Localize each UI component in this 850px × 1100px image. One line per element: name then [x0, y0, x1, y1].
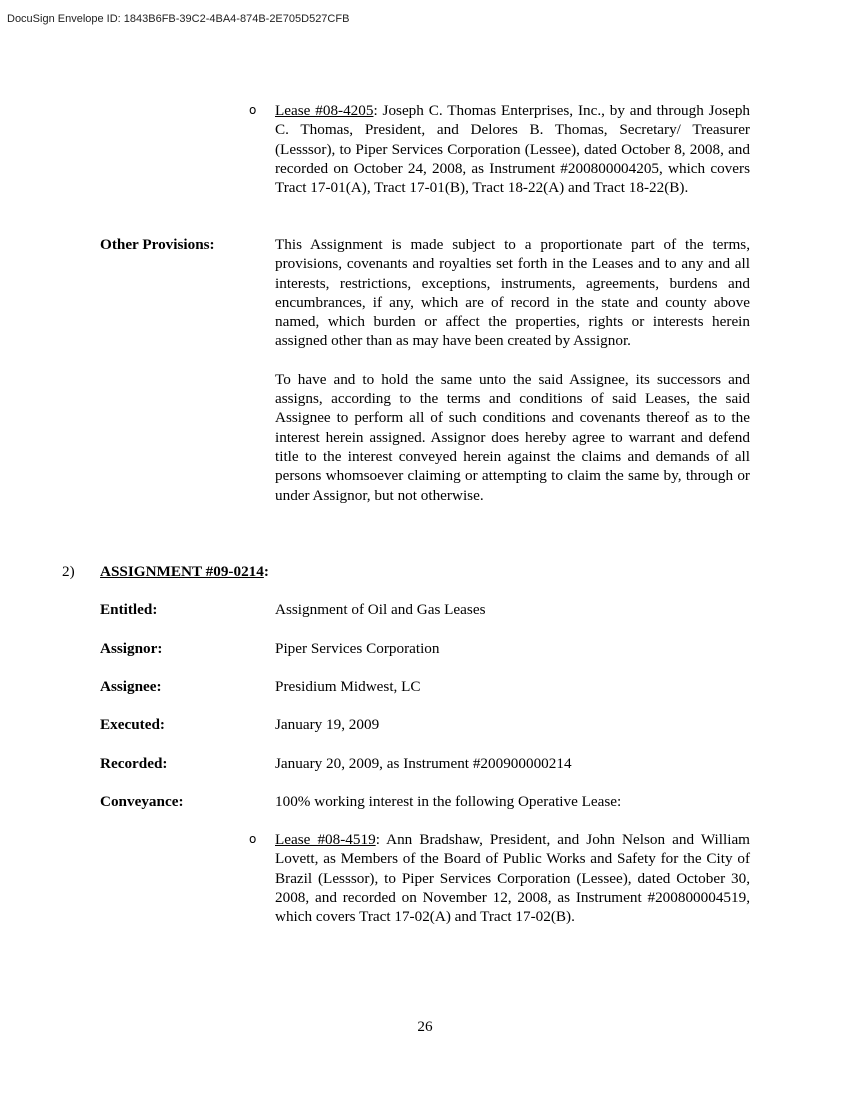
assignee-label: Assignee: — [100, 678, 162, 695]
other-provisions-label: Other Provisions: — [100, 236, 215, 253]
section-title — [100, 562, 269, 581]
bullet-icon: o — [249, 832, 257, 846]
lease-08-4519-item — [249, 830, 750, 926]
envelope-id: DocuSign Envelope ID: 1843B6FB-39C2-4BA4-874B-2E705D527CFB — [7, 13, 350, 25]
other-provisions-paragraph-1: This Assignment is made subject to a proportionate part of the terms, provisions, covenants and royalties set forth in the Leases and to any and all interests, restrictions, exceptions, instruments, agreements, burdens and encumbrances, if any, which are of record in the state and county above named, which burden or affect the properties, rights or interests herein assigned other than as may have been created by Assignor. — [275, 236, 750, 350]
other-provisions-paragraph-2: To have and to hold the same unto the said Assignee, its successors and assigns, according to the terms and conditions of said Leases, the said Assignee to perform all of such conditions and covenants thereof as to the interest herein assigned. Assignor does hereby agree to warrant and defend title to the interest conveyed herein against the claims and demands of all persons whomsoever claiming or attempting to claim the same by, through or under Assignor, but not otherwise. — [275, 370, 750, 504]
assignor-label: Assignor: — [100, 640, 163, 657]
other-provisions-content — [275, 235, 750, 505]
lease-08-4519-body: : Ann Bradshaw, President, and John Nelson and William Lovett, as Members of the Board of Public Works and Safety for the City of Brazil (Lesssor), to Piper Services Corporation (Lessee), dated October 30, 2008, and recorded on November 12, 2008, as Instrument #200800004519, which covers Tract 17-02(A) and Tract 17-02(B). — [275, 831, 750, 926]
recorded-value: January 20, 2009, as Instrument #200900000214 — [275, 755, 572, 772]
lease-08-4205-title: Lease #08-4205 — [275, 102, 374, 119]
entitled-value: Assignment of Oil and Gas Leases — [275, 601, 486, 618]
conveyance-value: 100% working interest in the following Operative Lease: — [275, 793, 622, 810]
executed-label: Executed: — [100, 716, 165, 733]
section-title-suffix: : — [263, 563, 269, 580]
section-number: 2) — [62, 563, 75, 580]
lease-08-4205-body: : Joseph C. Thomas Enterprises, Inc., by and through Joseph C. Thomas, President, and Delores B. Thomas, Secretary/ Treasurer (Lesssor), to Piper Services Corporation (Lessee), dated October 8, 2008, and recorded on October 24, 2008, as Instrument #200800004205, which covers Tract 17-01(A), Tract 17-01(B), Tract 18-22(A) and Tract 18-22(B). — [275, 102, 751, 197]
page-number: 26 — [417, 1018, 433, 1035]
executed-value: January 19, 2009 — [275, 716, 380, 733]
lease-08-4205-text — [275, 101, 750, 197]
assignee-value: Presidium Midwest, LC — [275, 678, 421, 695]
lease-08-4519-title: Lease #08-4519 — [275, 831, 376, 848]
recorded-label: Recorded: — [100, 755, 168, 772]
entitled-label: Entitled: — [100, 601, 158, 618]
lease-08-4519-text — [275, 830, 750, 926]
bullet-icon: o — [249, 103, 257, 117]
lease-08-4205-item — [249, 101, 751, 197]
conveyance-label: Conveyance: — [100, 793, 184, 810]
assignor-value: Piper Services Corporation — [275, 640, 440, 657]
section-title-text: ASSIGNMENT #09-0214 — [100, 563, 264, 580]
